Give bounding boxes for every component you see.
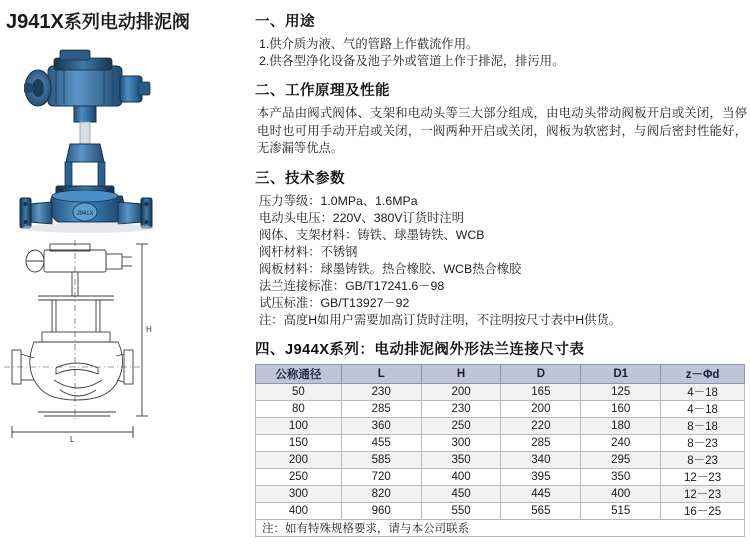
cell-d: 445 <box>501 485 581 502</box>
cell-zd: 4－18 <box>661 383 745 400</box>
cell-d: 395 <box>501 468 581 485</box>
dimensions-table <box>255 364 745 537</box>
section-specs <box>255 167 747 329</box>
cell-d1: 240 <box>581 434 661 451</box>
cell-zd: 12－23 <box>661 485 745 502</box>
header-h: H <box>421 364 501 383</box>
cell-l: 820 <box>341 485 421 502</box>
cell-l: 455 <box>341 434 421 451</box>
cell-h: 550 <box>421 502 501 519</box>
cell-dn: 150 <box>256 434 342 451</box>
cell-h: 400 <box>421 468 501 485</box>
table-row <box>256 434 745 451</box>
cell-zd: 4－18 <box>661 400 745 417</box>
cell-l: 285 <box>341 400 421 417</box>
table-row <box>256 400 745 417</box>
table-row <box>256 451 745 468</box>
cell-dn: 80 <box>256 400 342 417</box>
spec-note: 注：高度H如用户需要加高订货时注明，不注明按尺寸表中H供货。 <box>259 312 622 327</box>
cell-zd: 12－23 <box>661 468 745 485</box>
cell-zd: 8－23 <box>661 434 745 451</box>
page-title <box>6 8 190 34</box>
cell-zd: 16－25 <box>661 502 745 519</box>
cell-d1: 515 <box>581 502 661 519</box>
cell-zd: 8－23 <box>661 451 745 468</box>
cell-zd: 8－18 <box>661 417 745 434</box>
valve-photo-illustration <box>8 36 248 236</box>
header-l: L <box>341 364 421 383</box>
right-column <box>255 10 747 546</box>
table-row <box>256 485 745 502</box>
cell-dn: 300 <box>256 485 342 502</box>
cell-h: 300 <box>421 434 501 451</box>
product-model: J941X <box>6 11 64 33</box>
usage-line-2: 2.供各型净化设备及池子外或管道上作于排泥，排污用。 <box>259 54 565 68</box>
product-name: 系列电动排泥阀 <box>63 12 190 32</box>
spec-test-standard: 试压标准：GB/T13927－92 <box>259 295 410 310</box>
svg-text:L: L <box>70 435 75 444</box>
product-photo <box>8 36 248 236</box>
dimensional-drawing <box>4 240 250 448</box>
cell-l: 960 <box>341 502 421 519</box>
principle-paragraph: 本产品由阀式阀体、支架和电动头等三大部分组成，由电动头带动阀板开启或关闭，当停电时也可用手动开启或关闭，一阀两种开启或关闭，阀板为软密封，与阀后密封性能好，无渗漏等优点。 <box>257 106 747 155</box>
cell-l: 230 <box>341 383 421 400</box>
spec-flange-standard: 法兰连接标准：GB/T17241.6－98 <box>259 278 445 293</box>
cell-d: 565 <box>501 502 581 519</box>
cell-h: 200 <box>421 383 501 400</box>
cell-dn: 250 <box>256 468 342 485</box>
table-note-row <box>256 519 745 536</box>
section-dimensions <box>255 338 747 537</box>
spec-body-material: 阀体、支架材料：铸铁、球墨铸铁、WCB <box>259 227 485 242</box>
cell-h: 350 <box>421 451 501 468</box>
cell-d: 220 <box>501 417 581 434</box>
cell-dn: 200 <box>256 451 342 468</box>
header-d: D <box>501 364 581 383</box>
header-nominal-diameter: 公称通径 <box>256 364 342 383</box>
valve-line-drawing <box>4 240 250 448</box>
cell-h: 230 <box>421 400 501 417</box>
cell-d1: 160 <box>581 400 661 417</box>
spec-pressure: 压力等级：1.0MPa、1.6MPa <box>259 193 418 208</box>
table-row <box>256 383 745 400</box>
table-body <box>256 383 745 536</box>
section-specs-heading: 三、技术参数 <box>255 170 345 187</box>
cell-d1: 350 <box>581 468 661 485</box>
cell-d: 165 <box>501 383 581 400</box>
cell-d: 200 <box>501 400 581 417</box>
cell-l: 720 <box>341 468 421 485</box>
left-column <box>0 0 252 452</box>
cell-d1: 295 <box>581 451 661 468</box>
cell-dn: 400 <box>256 502 342 519</box>
section-principle-heading: 二、工作原理及性能 <box>255 83 390 99</box>
cell-dn: 100 <box>256 417 342 434</box>
table-header-row <box>256 364 745 383</box>
svg-text:H: H <box>146 325 152 334</box>
spec-voltage: 电动头电压：220V、380V订货时注明 <box>259 210 465 225</box>
cell-d1: 180 <box>581 417 661 434</box>
cell-l: 360 <box>341 417 421 434</box>
table-row <box>256 468 745 485</box>
cell-d1: 400 <box>581 485 661 502</box>
table-row <box>256 502 745 519</box>
cell-h: 250 <box>421 417 501 434</box>
svg-text:J941X: J941X <box>76 211 94 217</box>
spec-stem-material: 阀杆材料：不锈钢 <box>259 244 358 259</box>
cell-d1: 125 <box>581 383 661 400</box>
cell-dn: 50 <box>256 383 342 400</box>
section-principle <box>255 79 747 158</box>
section-dimensions-heading: 四、J944X系列：电动排泥阀外形法兰连接尺寸表 <box>255 341 585 358</box>
spec-disc-material: 阀板材料：球墨铸铁。热合橡胶、WCB热合橡胶 <box>259 261 522 276</box>
cell-h: 450 <box>421 485 501 502</box>
cell-l: 585 <box>341 451 421 468</box>
header-zd: z－Φd <box>661 364 745 383</box>
header-d1: D1 <box>581 364 661 383</box>
usage-line-1: 1.供介质为液、气的管路上作截流作用。 <box>259 37 479 51</box>
cell-d: 340 <box>501 451 581 468</box>
table-row <box>256 417 745 434</box>
cell-d: 285 <box>501 434 581 451</box>
section-usage <box>255 10 747 70</box>
table-note: 注：如有特殊规格要求，请与本公司联系 <box>256 519 745 536</box>
section-usage-heading: 一、用途 <box>255 14 315 30</box>
